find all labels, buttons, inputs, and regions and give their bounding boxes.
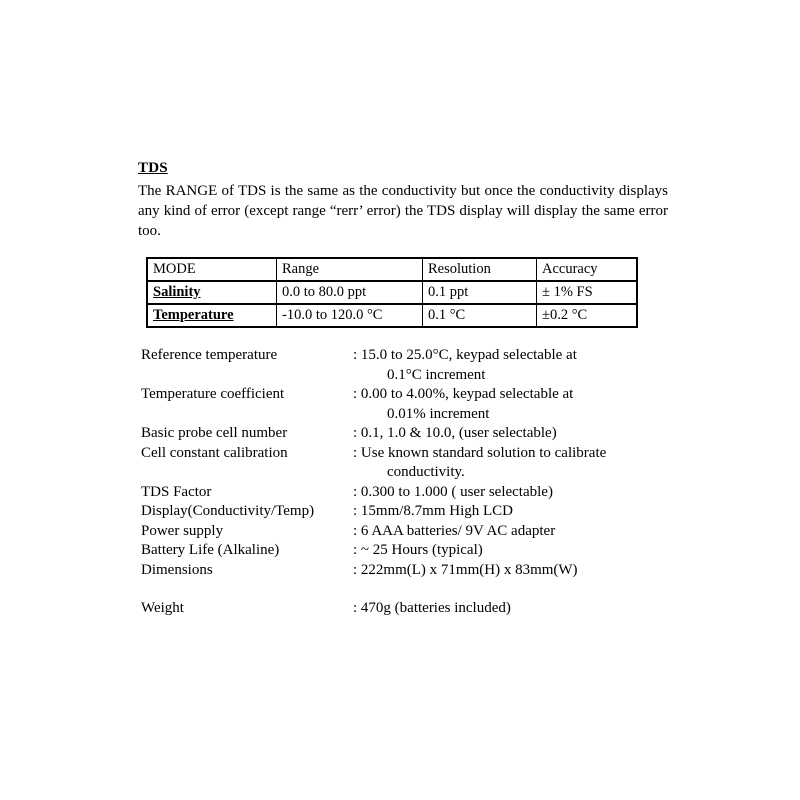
list-item — [141, 541, 606, 561]
cell-accuracy: ±0.2 °C — [537, 304, 638, 327]
spec-value — [353, 444, 606, 483]
spec-value-continuation: conductivity. — [387, 464, 465, 480]
list-item — [141, 444, 606, 483]
cell-resolution: 0.1 ppt — [423, 281, 537, 304]
spec-label: Display(Conductivity/Temp) — [141, 503, 315, 519]
spec-value: : ~ 25 Hours (typical) — [353, 542, 483, 558]
spacer-cell — [353, 580, 606, 599]
spec-value: : 470g (batteries included) — [353, 600, 511, 616]
list-item — [141, 424, 606, 444]
cell-mode: Temperature — [153, 307, 234, 323]
document-page — [138, 160, 668, 619]
column-header-range: Range — [277, 258, 423, 281]
spec-value-continuation: 0.1°C increment — [387, 366, 486, 383]
spec-label: Dimensions — [141, 561, 213, 578]
spec-label: TDS Factor — [141, 483, 212, 500]
cell-range: 0.0 to 80.0 ppt — [277, 281, 423, 304]
spacer-row — [141, 580, 606, 599]
table-row — [147, 304, 637, 327]
spacer-cell — [141, 580, 353, 599]
spec-label: Weight — [141, 600, 184, 616]
spec-label: Cell constant calibration — [141, 444, 288, 461]
spec-value: : 0.1, 1.0 & 10.0, (user selectable) — [353, 425, 557, 441]
list-item — [141, 346, 606, 385]
spec-value — [353, 385, 606, 424]
list-item — [141, 522, 606, 542]
specifications-list — [141, 346, 606, 619]
spec-value: : 15mm/8.7mm High LCD — [353, 503, 514, 519]
list-item — [141, 483, 606, 503]
spec-label: Battery Life (Alkaline) — [141, 542, 280, 558]
spec-value-continuation: 0.01% increment — [387, 405, 490, 422]
list-item — [141, 561, 606, 581]
spec-value: : 0.300 to 1.000 ( user selectable) — [353, 483, 553, 500]
table-header-row — [147, 258, 637, 281]
intro-paragraph: The RANGE of TDS is the same as the conductivity but once the conductivity displays any kind of error (except range “rerr’ error) the TDS display will display the same error too. — [138, 183, 668, 239]
column-header-mode: MODE — [147, 258, 277, 281]
spec-value: : 6 AAA batteries/ 9V AC adapter — [353, 522, 556, 539]
cell-accuracy: ± 1% FS — [537, 281, 638, 304]
cell-mode: Salinity — [153, 284, 201, 300]
page-title: TDS — [138, 160, 168, 176]
spec-label: Power supply — [141, 522, 224, 539]
table-row — [147, 281, 637, 304]
cell-resolution: 0.1 °C — [423, 304, 537, 327]
spec-label: Basic probe cell number — [141, 425, 288, 441]
column-header-resolution: Resolution — [423, 258, 537, 281]
spec-value: : 222mm(L) x 71mm(H) x 83mm(W) — [353, 561, 578, 578]
spec-value-text: : Use known standard solution to calibrate — [353, 444, 607, 461]
cell-range: -10.0 to 120.0 °C — [277, 304, 423, 327]
list-item — [141, 502, 606, 522]
list-item — [141, 599, 606, 619]
list-item — [141, 385, 606, 424]
spec-label: Reference temperature — [141, 347, 278, 363]
spec-value-text: : 15.0 to 25.0°C, keypad selectable at — [353, 347, 577, 363]
spec-label: Temperature coefficient — [141, 386, 285, 402]
spec-value — [353, 346, 606, 385]
spec-value-text: : 0.00 to 4.00%, keypad selectable at — [353, 386, 574, 402]
specification-table — [146, 257, 638, 328]
column-header-accuracy: Accuracy — [537, 258, 638, 281]
